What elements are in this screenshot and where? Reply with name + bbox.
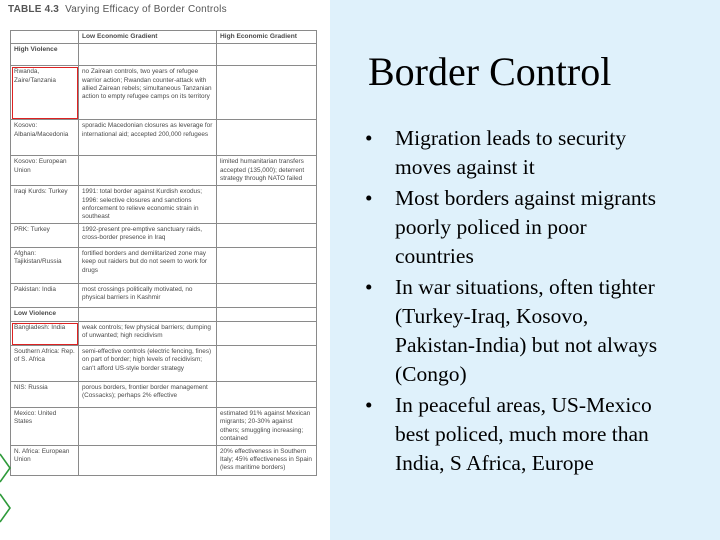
row-label-cell: Southern Africa: Rep. of S. Africa <box>11 346 79 382</box>
header-cell: High Economic Gradient <box>217 31 317 44</box>
table-row <box>11 382 317 408</box>
bullet-dot-icon: • <box>365 393 373 417</box>
bullet-text: Most borders against migrants poorly policed in poor countries <box>395 186 656 268</box>
table-section-row <box>11 308 317 322</box>
header-cell <box>11 31 79 44</box>
row-label-cell: Iraqi Kurds: Turkey <box>11 186 79 224</box>
bullet-item <box>365 184 665 271</box>
bullet-list <box>365 124 665 480</box>
border-efficacy-table <box>10 30 317 476</box>
table-cell: fortified borders and demilitarized zone may keep out raiders but do not seem to work for drugs <box>79 248 217 284</box>
table-row <box>11 408 317 446</box>
table-cell <box>79 308 217 322</box>
table-cell: porous borders, frontier border management (Cossacks); perhaps 2% effective <box>79 382 217 408</box>
row-label-cell: High Violence <box>11 44 79 66</box>
table-cell: estimated 91% against Mexican migrants; 20-30% against others; smuggling increasing; contained <box>217 408 317 446</box>
bullet-dot-icon: • <box>365 126 373 150</box>
bullet-text: In war situations, often tighter (Turkey-Iraq, Kosovo, Pakistan-India) but not always (Congo) <box>395 275 658 386</box>
table-cell: no Zairean controls, two years of refugee warrior action; Rwandan counter-attack with allied Zairean rebels; simultaneous Tanzanian action to empty refugee camps on its territory <box>79 66 217 120</box>
table-cell: semi-effective controls (electric fencing, fines) on part of border; high levels of recidivism; can't afford US-style border strategy <box>79 346 217 382</box>
table-number: TABLE 4.3 <box>8 4 60 15</box>
table-cell <box>217 186 317 224</box>
row-label-cell: N. Africa: European Union <box>11 445 79 475</box>
bullet-item <box>365 124 665 182</box>
row-label-cell: Pakistan: India <box>11 284 79 308</box>
table-cell <box>79 445 217 475</box>
table-row <box>11 156 317 186</box>
table-cell <box>217 382 317 408</box>
table-row <box>11 322 317 346</box>
row-label-cell: Kosovo: European Union <box>11 156 79 186</box>
table-cell: limited humanitarian transfers accepted (135,000); deterrent strategy through NATO failed <box>217 156 317 186</box>
row-label-cell: Rwanda, Zaire/Tanzania <box>11 66 79 120</box>
row-label-cell: Bangladesh: India <box>11 322 79 346</box>
table-row <box>11 186 317 224</box>
table-cell: sporadic Macedonian closures as leverage for international aid; accepted 200,000 refugees <box>79 120 217 156</box>
bullet-item <box>365 391 665 478</box>
table-cell <box>217 248 317 284</box>
row-label-cell: Low Violence <box>11 308 79 322</box>
table-cell <box>79 156 217 186</box>
table-cell: most crossings politically motivated, no physical barriers in Kashmir <box>79 284 217 308</box>
table-cell <box>217 66 317 120</box>
row-label-cell: PRK: Turkey <box>11 224 79 248</box>
table-cell <box>217 224 317 248</box>
table-title: Varying Efficacy of Border Controls <box>65 4 227 15</box>
table-cell <box>79 408 217 446</box>
table-cell: 1992-present pre-emptive sanctuary raids, cross-border presence in Iraq <box>79 224 217 248</box>
table-row <box>11 66 317 120</box>
table-row <box>11 284 317 308</box>
table-cell <box>217 284 317 308</box>
table-row <box>11 120 317 156</box>
bullet-dot-icon: • <box>365 186 373 210</box>
table-cell: weak controls; few physical barriers; dumping of unwanted; high recidivism <box>79 322 217 346</box>
bullet-item <box>365 273 665 389</box>
table-cell <box>217 308 317 322</box>
row-label-cell: Afghan: Tajikistan/Russia <box>11 248 79 284</box>
table-cell: 20% effectiveness in Southern Italy; 45% effectiveness in Spain (less maritime borders) <box>217 445 317 475</box>
header-cell: Low Economic Gradient <box>79 31 217 44</box>
row-label-cell: Kosovo: Albania/Macedonia <box>11 120 79 156</box>
row-label-cell: NIS: Russia <box>11 382 79 408</box>
table-row <box>11 445 317 475</box>
green-arrow-icon <box>0 492 12 524</box>
slide-title: Border Control <box>368 49 612 94</box>
table-cell <box>217 322 317 346</box>
table-section-row <box>11 44 317 66</box>
green-arrow-icon <box>0 452 12 484</box>
table-row <box>11 346 317 382</box>
table-header-row <box>11 31 317 44</box>
table-cell <box>217 120 317 156</box>
bullet-dot-icon: • <box>365 275 373 299</box>
scanned-table-panel <box>0 0 330 540</box>
table-cell <box>217 346 317 382</box>
bullet-text: Migration leads to security moves against it <box>395 126 627 179</box>
table-cell <box>79 44 217 66</box>
table-row <box>11 248 317 284</box>
table-cell <box>217 44 317 66</box>
table-caption <box>8 4 227 15</box>
bullet-text: In peaceful areas, US-Mexico best policed, much more than India, S Africa, Europe <box>395 393 652 475</box>
table-row <box>11 224 317 248</box>
row-label-cell: Mexico: United States <box>11 408 79 446</box>
table-cell: 1991: total border against Kurdish exodus; 1996: selective closures and sanctions enforcement to relieve economic strain in southeast <box>79 186 217 224</box>
